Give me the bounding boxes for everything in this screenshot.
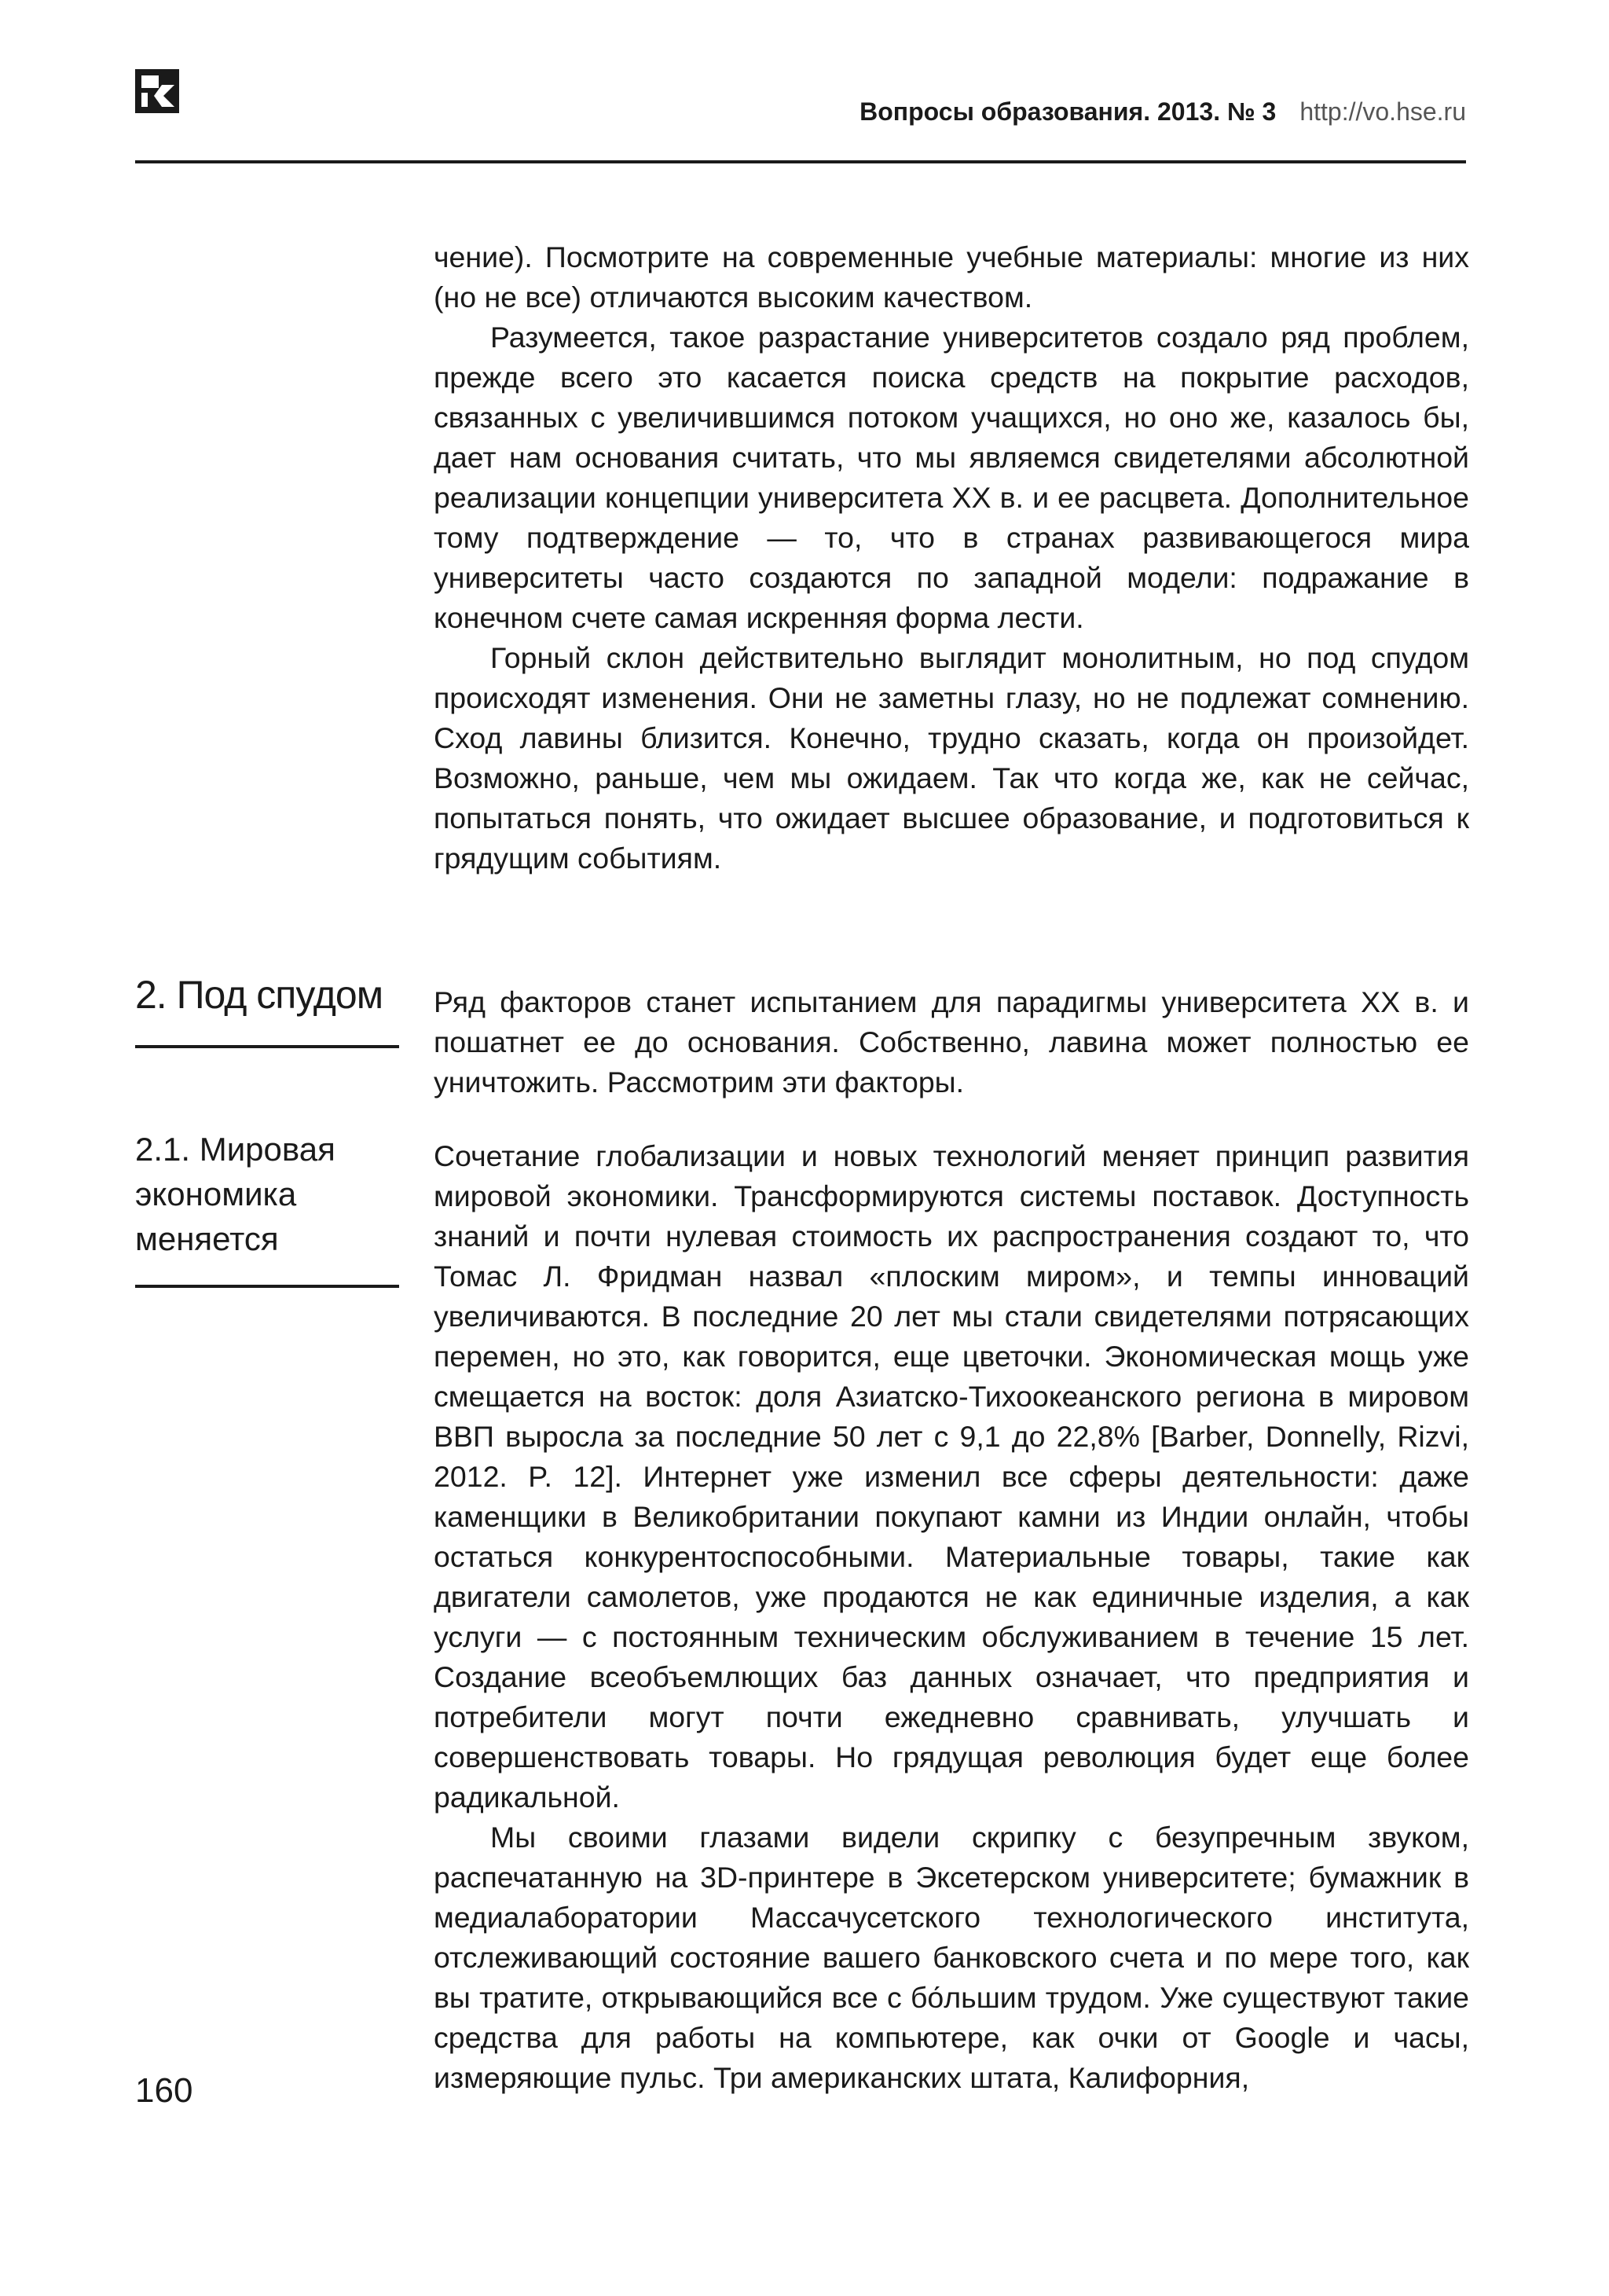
journal-url[interactable]: http://vo.hse.ru	[1299, 97, 1466, 126]
journal-title: Вопросы образования. 2013. № 3	[859, 97, 1277, 126]
paragraph: чение). Посмотрите на современные учебные материалы: многие из них (но не все) отличаются высоким качеством.	[434, 240, 1469, 314]
paragraph: Разумеется, такое разрастание университетов создало ряд проблем, прежде всего это касается поиска средств на покрытие расходов, связанных с увеличившимся потоком учащихся, но оно же, казалось бы, дает нам основания считать, что мы являемся свидетелями абсолютной реализации концепции университета XX в. и ее расцвета. Дополнительное тому подтверждение — то, что в странах развивающегося мира университеты часто создаются по западной модели: подражание в конечном счете самая искренняя форма лести.	[434, 321, 1469, 634]
paragraph: Ряд факторов станет испытанием для парадигмы университета XX в. и пошатнет ее до основания. Собственно, лавина может полностью ее уничтожить. Рассмотрим эти факторы.	[434, 985, 1469, 1098]
journal-logo-icon	[135, 69, 179, 113]
paragraph: Сочетание глобализации и новых технологий меняет принцип развития мировой экономики. Трансформируются системы поставок. Доступность знаний и почти нулевая стоимость их распространения создают то, что Томас Л. Фридман назвал «плоским миром», и темпы инноваций увеличиваются. В последние 20 лет мы стали свидетелями потрясающих перемен, но это, как говорится, еще цветочки. Экономическая мощь уже смещается на восток: доля Азиатско-Тихоокеанского региона в мировом ВВП выросла за последние 50 лет с 9,1 до 22,8% [Barber, Donnelly, Rizvi, 2012. P. 12]. Интернет уже изменил все сферы деятельности: даже каменщики в Великобритании покупают камни из Индии онлайн, чтобы остаться конкурентоспособными. Материальные товары, такие как двигатели самолетов, уже продаются не как единичные изделия, а как услуги — с постоянным техническим обслуживанием в течение 15 лет. Создание всеобъемлющих баз данных означает, что предприятия и потребители могут почти ежедневно сравнивать, улучшать и совершенствовать товары. Но грядущая революция будет еще более радикальной.	[434, 1139, 1469, 1814]
subsection-heading	[135, 1127, 399, 1261]
section-title: 2. Под спудом	[135, 973, 383, 1017]
header-rule	[135, 160, 1466, 163]
running-header	[859, 97, 1466, 127]
section-2-text	[434, 982, 1469, 1102]
section-rule	[135, 1045, 399, 1048]
paragraph: Горный склон действительно выглядит монолитным, но под спудом происходят изменения. Они не заметны глазу, но не подлежат сомнению. Сход лавины близится. Конечно, трудно сказать, когда он произойдет. Возможно, раньше, чем мы ожидаем. Так что когда же, как не сейчас, попытаться понять, что ожидает высшее образование, и подготовиться к грядущим событиям.	[434, 641, 1469, 875]
subsection-title: 2.1. Мировая экономика меняется	[135, 1131, 335, 1257]
section-heading	[135, 971, 399, 1018]
page-number: 160	[135, 2071, 193, 2110]
subsection-rule	[135, 1285, 399, 1288]
intro-text	[434, 237, 1469, 878]
section-2-1-text	[434, 1136, 1469, 2098]
paragraph: Мы своими глазами видели скрипку с безупречным звуком, распечатанную на 3D-принтере в Эксетерском университете; бумажник в медиалаборатории Массачусетского технологического института, отслеживающий состояние вашего банковского счета и по мере того, как вы тратите, открывающийся все с бо́льшим трудом. Уже существуют такие средства для работы на компьютере, как очки от Google и часы, измеряющие пульс. Три американских штата, Калифорния,	[434, 1821, 1469, 2094]
